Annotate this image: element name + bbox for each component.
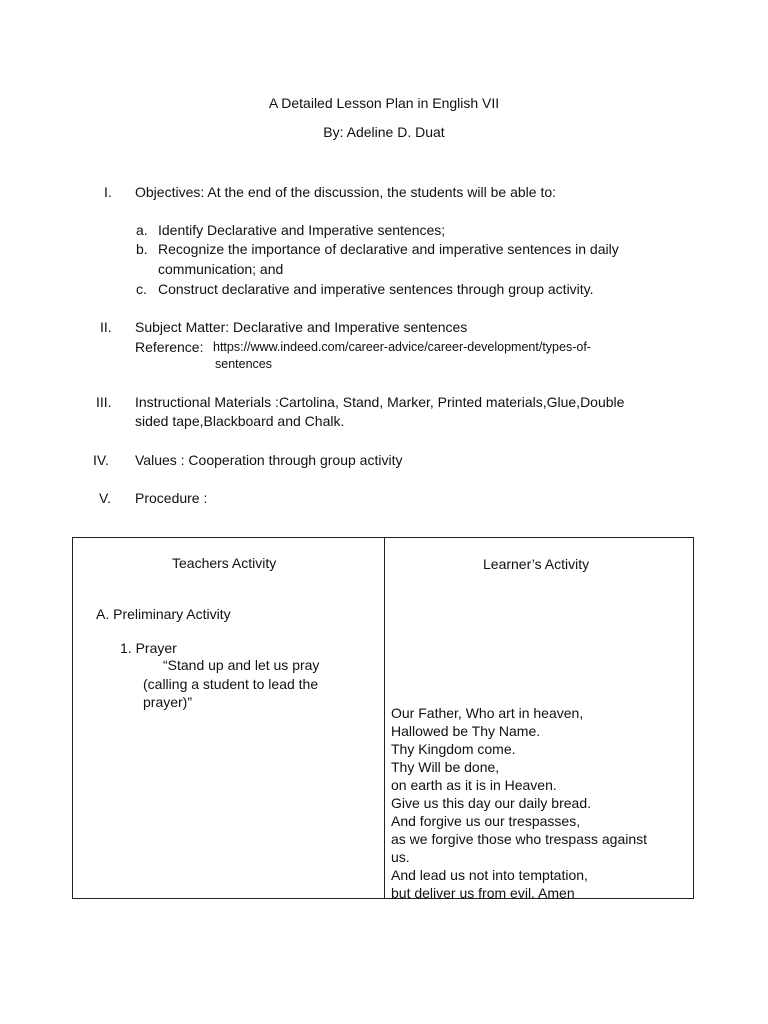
prayer-text-line: Thy Kingdom come.	[391, 741, 516, 757]
objective-c-text: Construct declarative and imperative sentences through group activity.	[158, 281, 594, 297]
prayer-instruction-line3: prayer)”	[143, 694, 193, 710]
materials-text-line2: sided tape,Blackboard and Chalk.	[135, 413, 345, 429]
reference-url-line2: sentences	[215, 357, 272, 371]
prayer-text-line: on earth as it is in Heaven.	[391, 777, 557, 793]
objective-letter-a: a.	[136, 222, 148, 238]
prayer-instruction-line1: “Stand up and let us pray	[163, 657, 320, 673]
activity-table	[72, 537, 694, 899]
objective-letter-c: c.	[136, 281, 147, 297]
prayer-text-line: Our Father, Who art in heaven,	[391, 705, 584, 721]
objective-letter-b: b.	[136, 241, 148, 257]
preliminary-activity: A. Preliminary Activity	[96, 606, 231, 622]
objective-b-text-line2: communication; and	[158, 261, 284, 277]
subject-matter-text: Subject Matter: Declarative and Imperative sentences	[135, 319, 468, 335]
section-numeral-values: IV.	[93, 452, 109, 468]
document-author: By: Adeline D. Duat	[323, 124, 445, 140]
objective-b-text-line1: Recognize the importance of declarative and imperative sentences in daily	[158, 241, 619, 257]
reference-label: Reference:	[135, 339, 204, 355]
prayer-text-line: us.	[391, 849, 410, 865]
procedure-text: Procedure :	[135, 490, 208, 506]
materials-text-line1: Instructional Materials :Cartolina, Stand, Marker, Printed materials,Glue,Double	[135, 394, 625, 410]
values-text: Values : Cooperation through group activity	[135, 452, 403, 468]
section-numeral-materials: III.	[96, 394, 112, 410]
prayer-text-line: And lead us not into temptation,	[391, 867, 588, 883]
prayer-text-line: as we forgive those who trespass against	[391, 831, 648, 847]
teachers-activity-header: Teachers Activity	[172, 555, 277, 571]
prayer-item: 1. Prayer	[120, 640, 177, 656]
prayer-text-line: Hallowed be Thy Name.	[391, 723, 541, 739]
reference-url-line1: https://www.indeed.com/career-advice/career-development/types-of-	[213, 340, 591, 354]
objective-a-text: Identify Declarative and Imperative sentences;	[158, 222, 446, 238]
learners-activity-header: Learner’s Activity	[483, 556, 590, 572]
section-numeral-procedure: V.	[99, 490, 111, 506]
document-title: A Detailed Lesson Plan in English VII	[268, 95, 500, 111]
prayer-text-line: Give us this day our daily bread.	[391, 795, 591, 811]
prayer-text-line: but deliver us from evil. Amen	[391, 885, 575, 901]
objectives-heading: Objectives: At the end of the discussion, the students will be able to:	[135, 184, 557, 200]
section-numeral-objectives: I.	[104, 184, 112, 200]
prayer-instruction-line2: (calling a student to lead the	[143, 676, 319, 692]
prayer-text-line: Thy Will be done,	[391, 759, 500, 775]
prayer-text-line: And forgive us our trespasses,	[391, 813, 581, 829]
section-numeral-subject: II.	[100, 319, 112, 335]
table-column-divider	[384, 538, 385, 898]
